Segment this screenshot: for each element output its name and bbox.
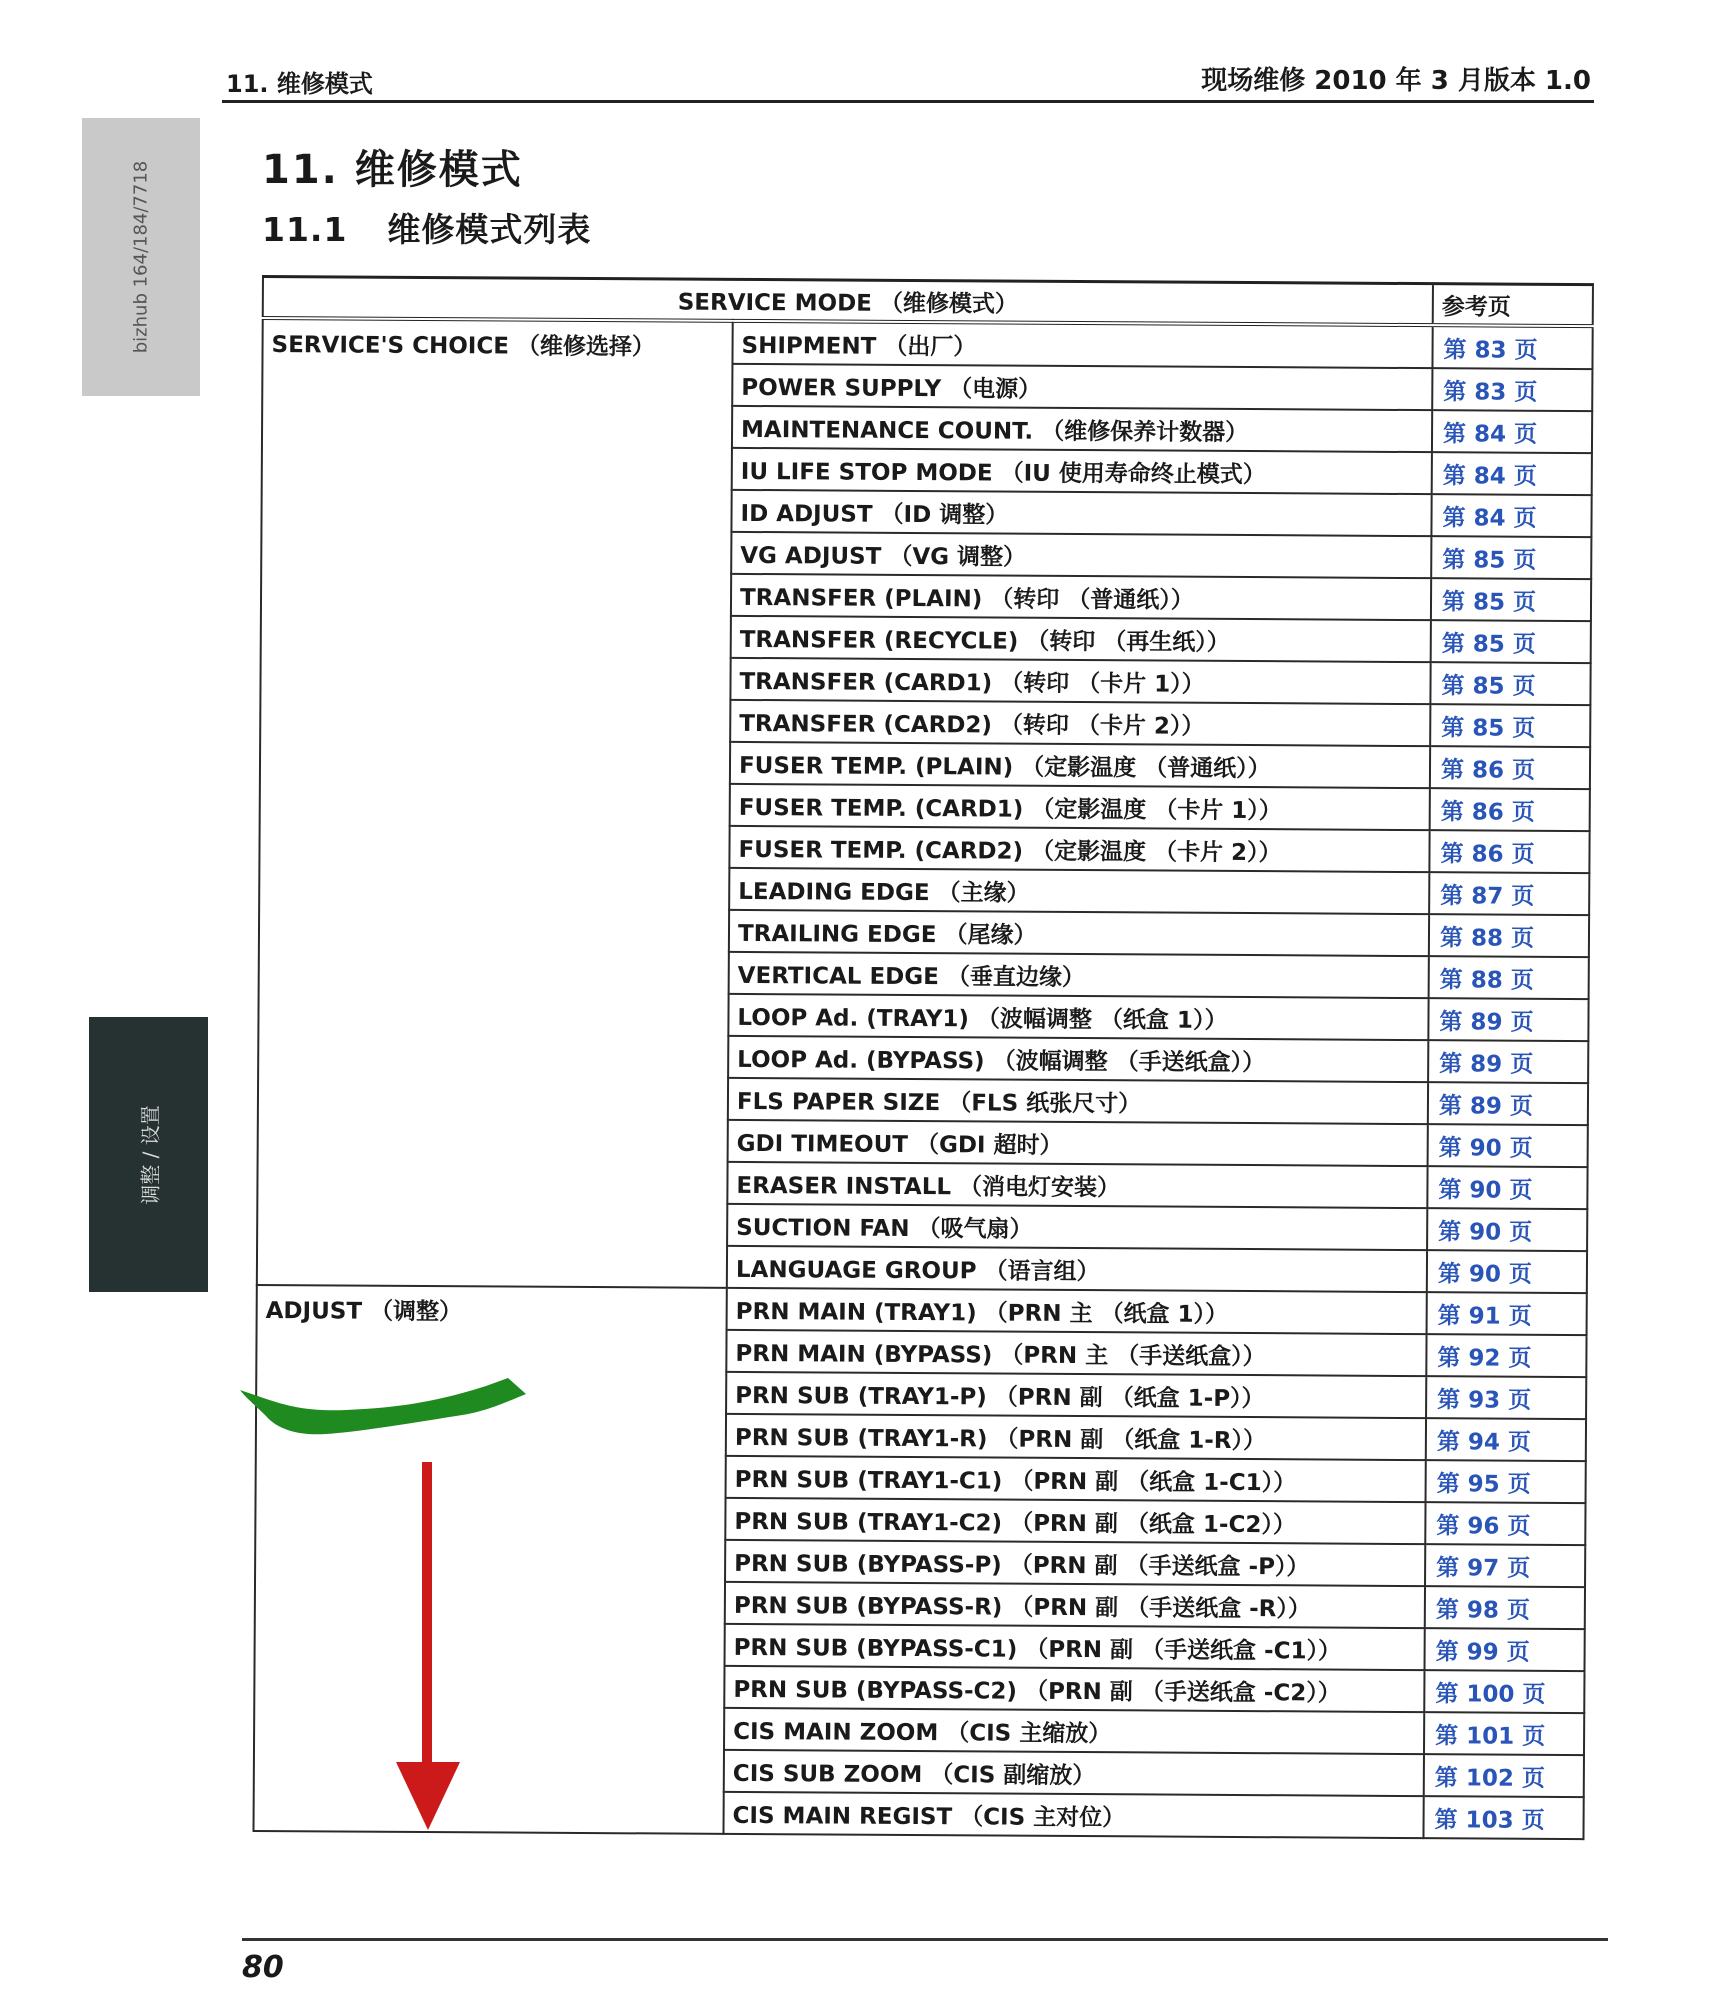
page-reference-link[interactable]: 第 84 页: [1432, 410, 1592, 453]
section-number: 11.1: [262, 210, 348, 249]
side-tab-model-label: bizhub 164/184/7718: [130, 160, 152, 354]
page-reference-link[interactable]: 第 85 页: [1431, 536, 1591, 579]
table-header-reference: 参考页: [1433, 284, 1593, 326]
page-reference-link[interactable]: 第 100 页: [1424, 1670, 1584, 1713]
page-reference-link[interactable]: 第 84 页: [1431, 494, 1591, 537]
service-mode-item: SUCTION FAN （吸气扇）: [727, 1204, 1427, 1250]
page-reference-link[interactable]: 第 94 页: [1426, 1418, 1586, 1461]
table-header-service-mode: SERVICE MODE （维修模式）: [263, 277, 1433, 326]
page-reference-link[interactable]: 第 88 页: [1429, 956, 1589, 999]
page-reference-link[interactable]: 第 89 页: [1428, 998, 1588, 1041]
page-reference-link[interactable]: 第 93 页: [1426, 1376, 1586, 1419]
page-reference-link[interactable]: 第 90 页: [1427, 1208, 1587, 1251]
group-label: SERVICE'S CHOICE （维修选择）: [257, 318, 733, 1288]
page-number: 80: [242, 1950, 284, 1985]
service-mode-item: PRN SUB (BYPASS-P) （PRN 副 （手送纸盒 -P））: [725, 1540, 1425, 1586]
page-reference-link[interactable]: 第 86 页: [1429, 830, 1589, 873]
service-mode-item: LOOP Ad. (TRAY1) （波幅调整 （纸盒 1））: [728, 994, 1428, 1040]
service-mode-item: PRN SUB (BYPASS-C2) （PRN 副 （手送纸盒 -C2））: [724, 1666, 1424, 1712]
service-mode-item: LANGUAGE GROUP （语言组）: [727, 1246, 1427, 1292]
page-reference-link[interactable]: 第 85 页: [1431, 578, 1591, 621]
page-reference-link[interactable]: 第 84 页: [1432, 452, 1592, 495]
green-highlight-stroke: [240, 1378, 526, 1434]
service-mode-item: PRN SUB (TRAY1-C2) （PRN 副 （纸盒 1-C2））: [725, 1498, 1425, 1544]
page-reference-link[interactable]: 第 85 页: [1431, 620, 1591, 663]
page-reference-link[interactable]: 第 85 页: [1430, 662, 1590, 705]
page-reference-link[interactable]: 第 92 页: [1426, 1334, 1586, 1377]
page-reference-link[interactable]: 第 86 页: [1430, 746, 1590, 789]
section-title-text: 维修模式列表: [387, 210, 592, 249]
section-title: [262, 204, 591, 251]
service-mode-item: FLS PAPER SIZE （FLS 纸张尺寸）: [728, 1078, 1428, 1124]
page-reference-link[interactable]: 第 95 页: [1426, 1460, 1586, 1503]
service-mode-item: CIS MAIN REGIST （CIS 主对位）: [723, 1792, 1423, 1838]
page-reference-link[interactable]: 第 89 页: [1428, 1082, 1588, 1125]
service-mode-item: VG ADJUST （VG 调整）: [731, 532, 1431, 578]
page-reference-link[interactable]: 第 88 页: [1429, 914, 1589, 957]
service-mode-item: LOOP Ad. (BYPASS) （波幅调整 （手送纸盒））: [728, 1036, 1428, 1082]
table-row: [262, 318, 1592, 369]
page-reference-link[interactable]: 第 96 页: [1425, 1502, 1585, 1545]
service-mode-item: ERASER INSTALL （消电灯安装）: [727, 1162, 1427, 1208]
service-mode-item: SHIPMENT （出厂）: [732, 321, 1432, 368]
service-mode-item: PRN MAIN (TRAY1) （PRN 主 （纸盒 1））: [727, 1288, 1427, 1334]
service-mode-item: VERTICAL EDGE （垂直边缘）: [729, 952, 1429, 998]
page-reference-link[interactable]: 第 83 页: [1432, 325, 1592, 369]
running-header-edition: 现场维修 2010 年 3 月版本 1.0: [1201, 66, 1591, 96]
side-tab-section-label: 调整 / 设置: [138, 1104, 162, 1205]
service-mode-item: GDI TIMEOUT （GDI 超时）: [728, 1120, 1428, 1166]
red-arrow-shaft: [422, 1462, 432, 1772]
page-reference-link[interactable]: 第 90 页: [1427, 1166, 1587, 1209]
page-reference-link[interactable]: 第 90 页: [1427, 1250, 1587, 1293]
red-arrow-head: [396, 1762, 460, 1830]
side-tab-section: [89, 1017, 208, 1292]
service-mode-item: PRN SUB (TRAY1-P) （PRN 副 （纸盒 1-P））: [726, 1372, 1426, 1418]
service-mode-item: CIS SUB ZOOM （CIS 副缩放）: [724, 1750, 1424, 1796]
page-reference-link[interactable]: 第 97 页: [1425, 1544, 1585, 1587]
service-mode-item: IU LIFE STOP MODE （IU 使用寿命终止模式）: [732, 448, 1432, 494]
header-rule: [222, 100, 1594, 103]
red-down-arrow: [388, 1462, 468, 1832]
service-mode-item: FUSER TEMP. (PLAIN) （定影温度 （普通纸））: [730, 742, 1430, 788]
running-header-chapter: 11. 维修模式: [226, 70, 373, 98]
service-mode-item: PRN SUB (BYPASS-C1) （PRN 副 （手送纸盒 -C1））: [725, 1624, 1425, 1670]
service-mode-item: ID ADJUST （ID 调整）: [731, 490, 1431, 536]
service-mode-item: LEADING EDGE （主缘）: [729, 868, 1429, 914]
page-reference-link[interactable]: 第 89 页: [1428, 1040, 1588, 1083]
service-mode-item: FUSER TEMP. (CARD1) （定影温度 （卡片 1））: [730, 784, 1430, 830]
page-title: 11. 维修模式: [262, 147, 523, 193]
service-mode-item: PRN SUB (TRAY1-R) （PRN 副 （纸盒 1-R））: [726, 1414, 1426, 1460]
page-reference-link[interactable]: 第 102 页: [1424, 1754, 1584, 1797]
service-mode-item: TRANSFER (CARD2) （转印 （卡片 2））: [730, 700, 1430, 746]
page-reference-link[interactable]: 第 101 页: [1424, 1712, 1584, 1755]
service-mode-item: FUSER TEMP. (CARD2) （定影温度 （卡片 2））: [729, 826, 1429, 872]
service-mode-item: PRN SUB (BYPASS-R) （PRN 副 （手送纸盒 -R））: [725, 1582, 1425, 1628]
footer-rule: [242, 1938, 1608, 1941]
service-mode-item: TRANSFER (PLAIN) （转印 （普通纸））: [731, 574, 1431, 620]
service-mode-item: MAINTENANCE COUNT. （维修保养计数器）: [732, 406, 1432, 452]
page-reference-link[interactable]: 第 85 页: [1430, 704, 1590, 747]
service-mode-item: PRN MAIN (BYPASS) （PRN 主 （手送纸盒））: [726, 1330, 1426, 1376]
green-highlight-mark: [236, 1372, 536, 1442]
page-reference-link[interactable]: 第 99 页: [1425, 1628, 1585, 1671]
service-mode-item: CIS MAIN ZOOM （CIS 主缩放）: [724, 1708, 1424, 1754]
service-mode-item: TRANSFER (CARD1) （转印 （卡片 1））: [730, 658, 1430, 704]
page-reference-link[interactable]: 第 91 页: [1427, 1292, 1587, 1335]
page-reference-link[interactable]: 第 86 页: [1430, 788, 1590, 831]
page-reference-link[interactable]: 第 87 页: [1429, 872, 1589, 915]
service-mode-item: POWER SUPPLY （电源）: [732, 364, 1432, 410]
page-reference-link[interactable]: 第 103 页: [1423, 1796, 1583, 1839]
service-mode-item: TRANSFER (RECYCLE) （转印 （再生纸））: [731, 616, 1431, 662]
page-reference-link[interactable]: 第 90 页: [1428, 1124, 1588, 1167]
group-label: ADJUST （调整）: [253, 1285, 726, 1834]
table-row: [257, 1285, 1587, 1335]
side-tab-model: [82, 118, 200, 396]
page-reference-link[interactable]: 第 83 页: [1432, 368, 1592, 411]
page-reference-link[interactable]: 第 98 页: [1425, 1586, 1585, 1629]
service-mode-item: PRN SUB (TRAY1-C1) （PRN 副 （纸盒 1-C1））: [726, 1456, 1426, 1502]
service-mode-item: TRAILING EDGE （尾缘）: [729, 910, 1429, 956]
